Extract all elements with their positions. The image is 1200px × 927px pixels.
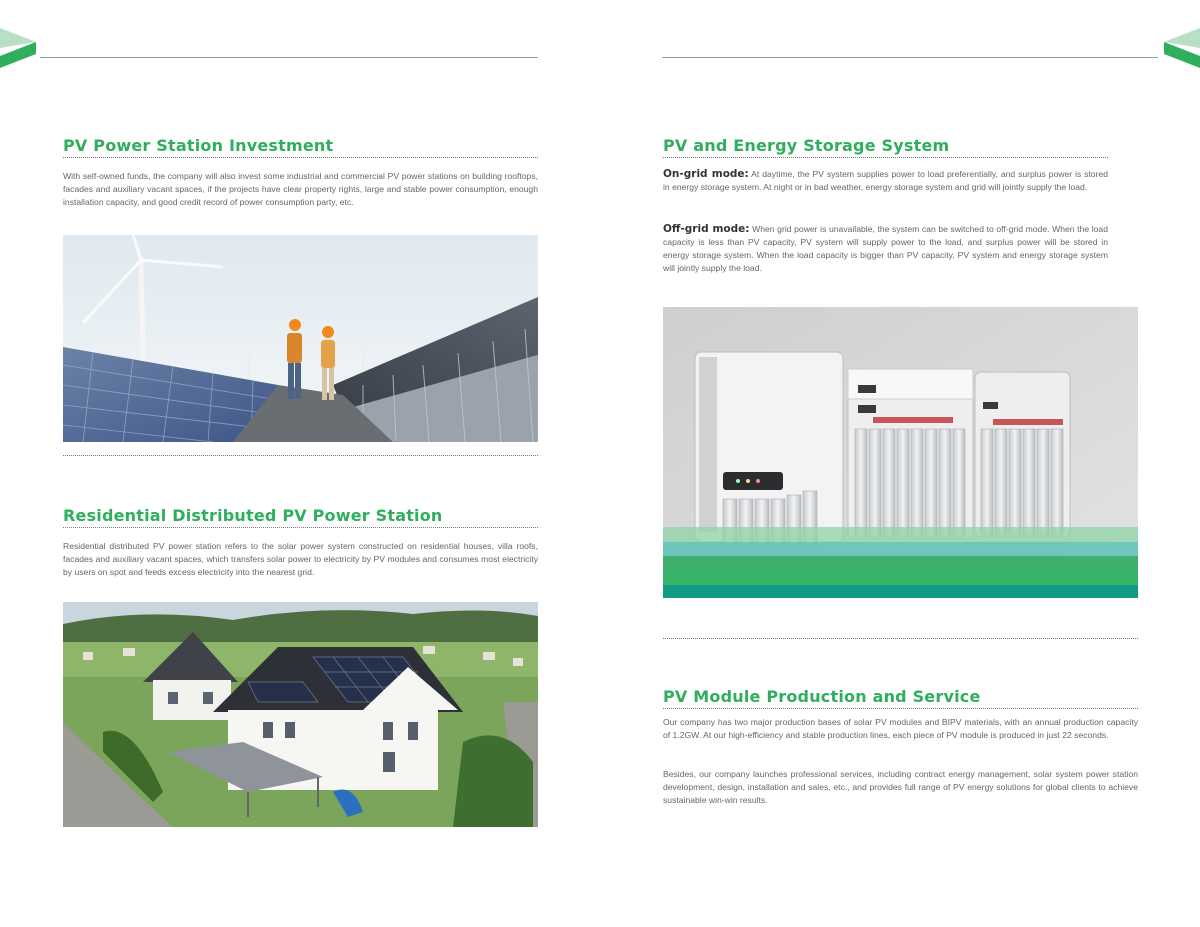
title-underline bbox=[63, 527, 538, 528]
module-body-1: Our company has two major production bases of solar PV modules and BIPV materials, with an annual production capacity of 1.2GW. At our high-efficiency and stable production lines, each piece of PV module is produced in just 22 seconds. bbox=[663, 717, 1138, 740]
title-underline bbox=[663, 157, 1108, 158]
off-grid-text: When grid power is unavailable, the system can be switched to off-grid mode. When the load capacity is less than PV capacity, PV system will supply power to the load, and surplus power will be stored in energy storage system. When the load capacity is bigger than PV capacity, PV system and energy storage system will jointly supply the load. bbox=[663, 224, 1108, 273]
section-divider bbox=[63, 455, 538, 456]
section-title-residential: Residential Distributed PV Power Station bbox=[63, 506, 443, 525]
title-underline bbox=[663, 708, 1138, 709]
section-divider bbox=[663, 638, 1138, 639]
investment-body: With self-owned funds, the company will also invest some industrial and commercial PV power stations on building rooftops, facades and auxiliary vacant spaces, if the projects have clear property rights, large and stable power consumption, enough installation capacity, and good credit record of power consumption party, etc. bbox=[63, 171, 538, 207]
header-rule-left bbox=[40, 57, 538, 58]
corner-chevron-right-icon bbox=[1162, 28, 1200, 70]
title-underline bbox=[63, 157, 538, 158]
residential-body: Residential distributed PV power station refers to the solar power system constructed on residential houses, villa roofs, facades and auxiliary vacant spaces, which transfers solar power to electricity by PV modules and consumes most electricity by users on spot and feeds excess electricity into the nearest grid. bbox=[63, 541, 538, 577]
engineers-solar-field-photo bbox=[63, 235, 538, 442]
module-body-2: Besides, our company launches professional services, including contract energy management, solar system power station development, design, installation and sales, etc., and provides full range of PV energy solutions for global clients to achieve sustainable win-win results. bbox=[663, 769, 1138, 805]
section-title-storage: PV and Energy Storage System bbox=[663, 136, 950, 155]
residential-rooftop-solar-photo bbox=[63, 602, 538, 827]
off-grid-paragraph bbox=[663, 223, 1108, 275]
on-grid-paragraph bbox=[663, 168, 1108, 194]
off-grid-label: Off-grid mode: bbox=[663, 223, 750, 235]
on-grid-text: At daytime, the PV system supplies power to load preferentially, and surplus power is stored in energy storage system. At night or in bad weather, energy storage system and grid will jointly supply the load. bbox=[663, 169, 1109, 192]
energy-storage-product-photo bbox=[663, 307, 1138, 598]
corner-chevron-left-icon bbox=[0, 28, 38, 70]
section-title-module: PV Module Production and Service bbox=[663, 687, 981, 706]
header-rule-right bbox=[662, 57, 1158, 58]
on-grid-label: On-grid mode: bbox=[663, 168, 749, 180]
section-title-investment: PV Power Station Investment bbox=[63, 136, 334, 155]
